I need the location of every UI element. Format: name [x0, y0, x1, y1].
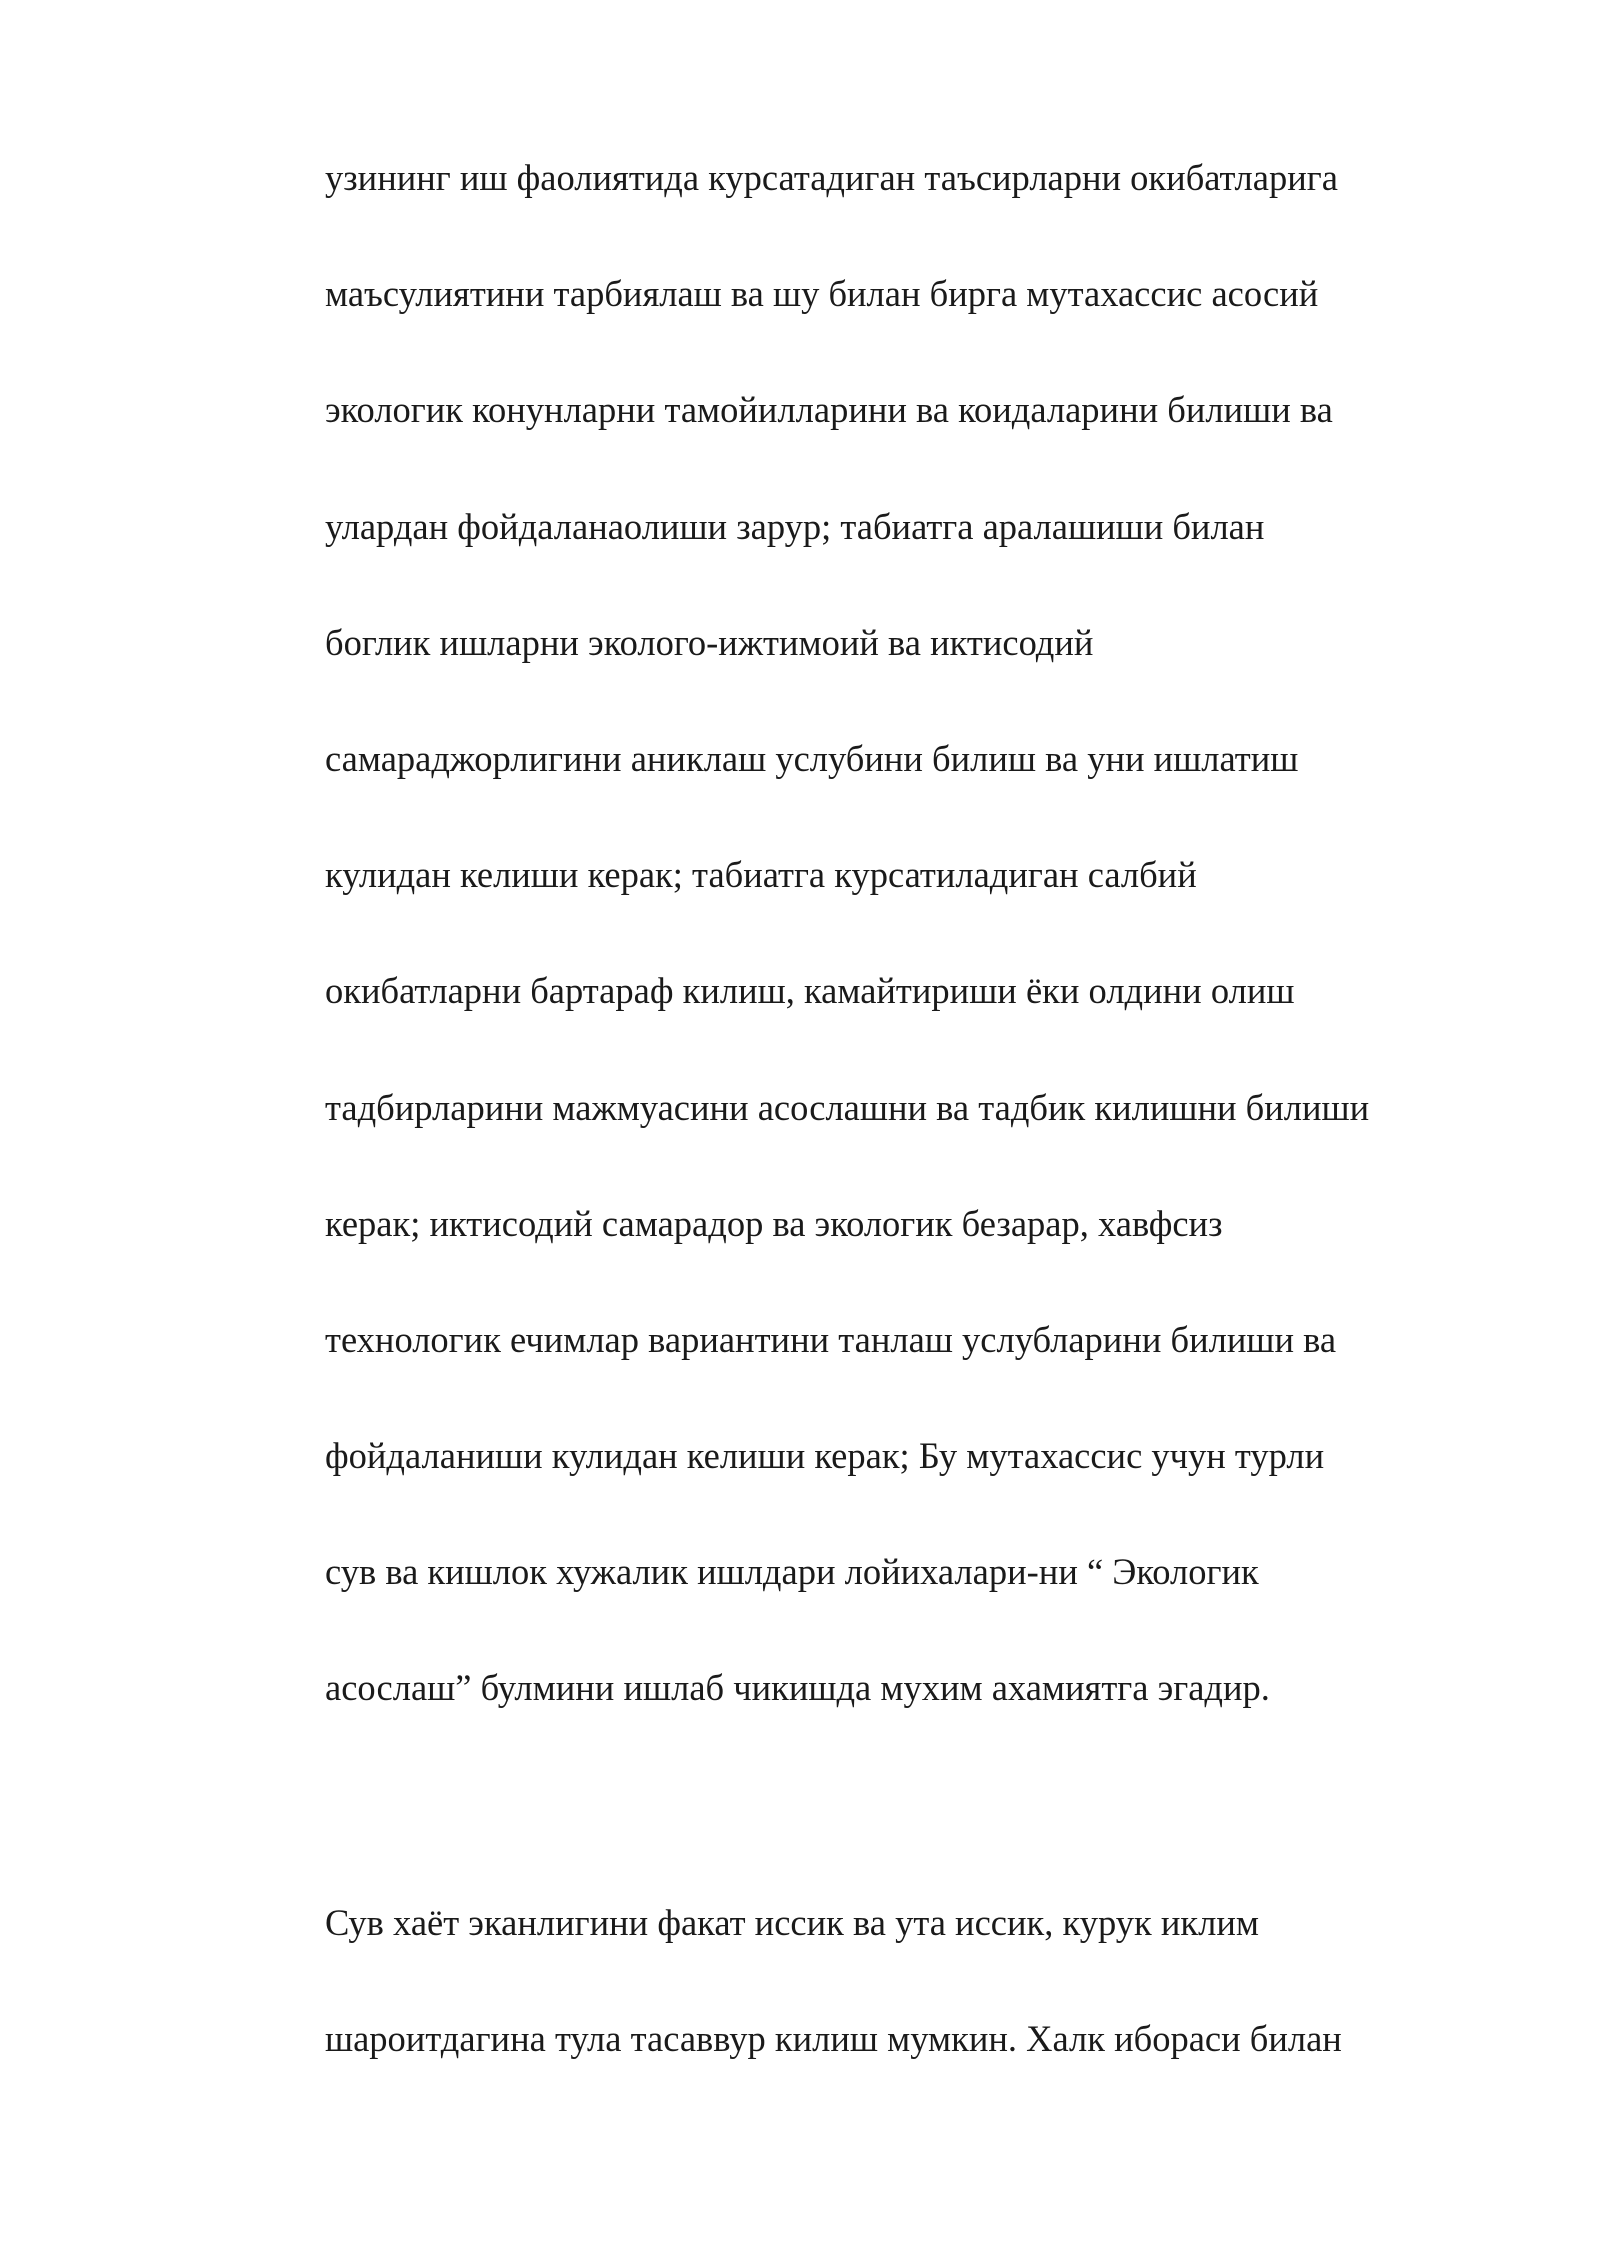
text-line	[325, 817, 1489, 933]
line-text: Сув хаёт эканлигини факат иссик ва ута иссик, курук иклим	[325, 1902, 1259, 1943]
line-text: экологик конунларни тамойилларини ва коидаларини билиши ва	[325, 389, 1333, 431]
line-text: асослаш” булмини ишлаб чикишда мухим ахамиятга эгадир.	[325, 1667, 1270, 1709]
text-line	[325, 585, 1489, 701]
text-line	[325, 1630, 1489, 1746]
line-text: шароитдагина тула тасаввур килиш мумкин. Халк ибораси билан	[325, 2018, 1342, 2060]
text-line	[325, 1398, 1489, 1514]
paragraph-2	[325, 1865, 1489, 2097]
text-line	[325, 701, 1489, 817]
line-text: боглик ишларни эколого-ижтимоий ва иктисодий	[325, 621, 1094, 663]
line-text: самараджорлигини аниклаш услубини билиш ва уни ишлатиш	[325, 737, 1299, 779]
text-line	[325, 1166, 1489, 1282]
line-text: улардан фойдаланаолиши зарур; табиатга аралашиши билан	[325, 505, 1265, 547]
text-line	[325, 1282, 1489, 1398]
line-text: окибатларни бартараф килиш, камайтириши ёки олдини олиш	[325, 970, 1295, 1012]
text-line	[325, 1981, 1489, 2097]
line-text: узининг иш фаолиятида курсатадиган таъсирларни окибатларига	[325, 157, 1338, 198]
text-line	[325, 933, 1489, 1049]
text-line	[325, 1865, 1489, 1981]
line-text: маъсулиятини тарбиялаш ва шу билан бирга мутахассис асосий	[325, 273, 1319, 315]
text-line	[325, 1514, 1489, 1630]
line-text: фойдаланиши кулидан келиши керак; Бу мутахассис учун турли	[325, 1435, 1325, 1477]
line-text: сув ва кишлок хужалик ишлдари лойихалари-ни “ Экологик	[325, 1551, 1259, 1593]
line-text: технологик ечимлар вариантини танлаш услубларини билиши ва	[325, 1318, 1337, 1360]
text-line	[325, 352, 1489, 468]
line-text: керак; иктисодий самарадор ва экологик безарар, хавфсиз	[325, 1202, 1223, 1244]
paragraph-1	[325, 120, 1489, 1747]
text-line	[325, 120, 1489, 236]
text-line	[325, 469, 1489, 585]
text-line	[325, 236, 1489, 352]
text-line	[325, 1050, 1489, 1166]
line-text: кулидан келиши керак; табиатга курсатиладиган салбий	[325, 854, 1197, 896]
line-text: тадбирларини мажмуасини асослашни ва тадбик килишни билиши	[325, 1086, 1370, 1128]
